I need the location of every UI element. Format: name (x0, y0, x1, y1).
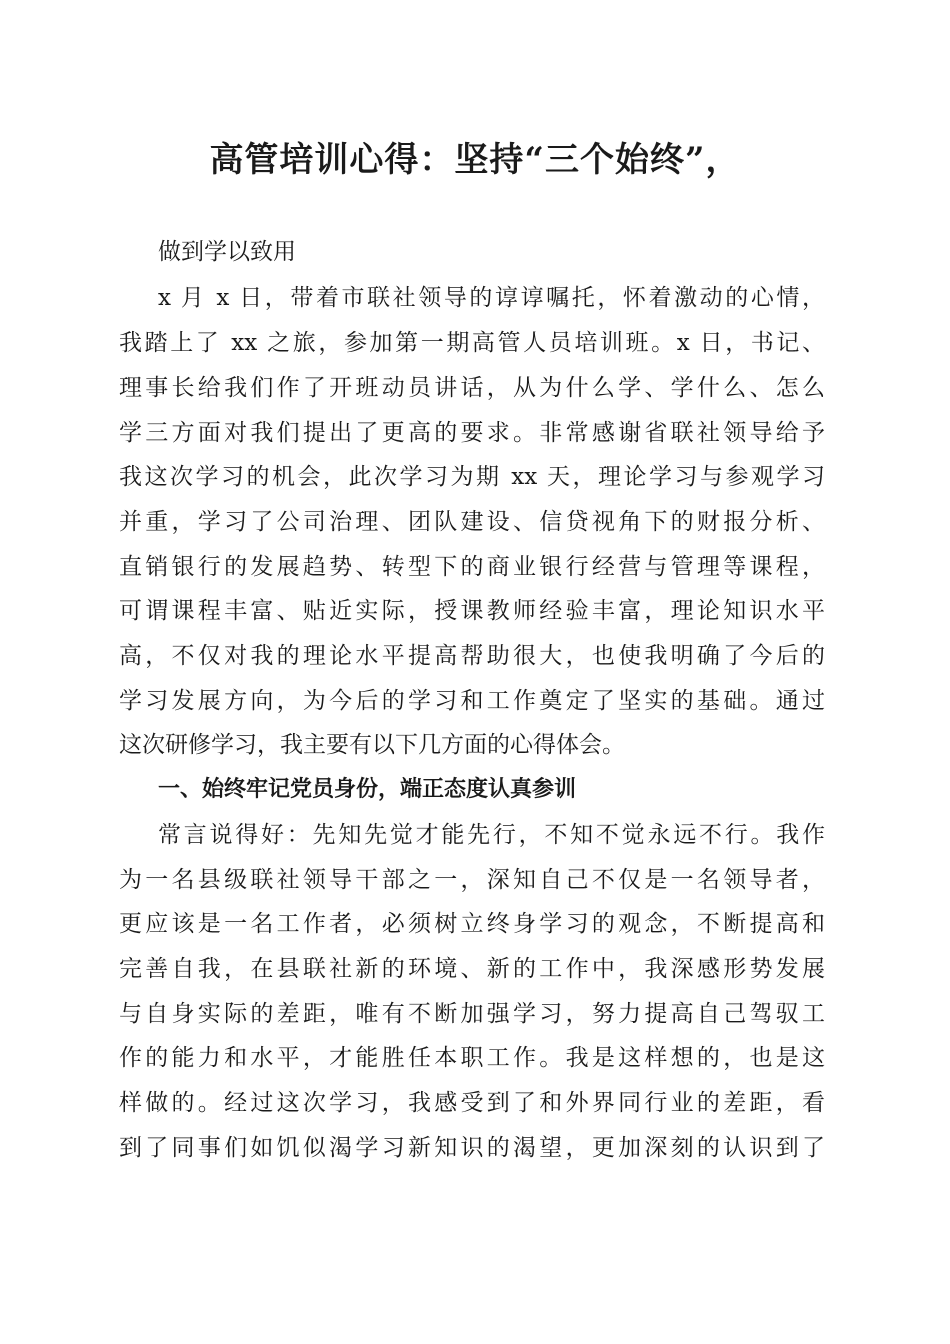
paragraph-line: 为一名县级联社领导干部之一，深知自己不仅是一名领导者， (119, 867, 825, 893)
paragraph-line: 到了同事们如饥似渴学习新知识的渴望，更加深刻的认识到了 (119, 1135, 825, 1161)
document-title: 高管培训心得：坚持“三个始终”， (209, 140, 741, 180)
paragraph-line: 我这次学习的机会，此次学习为期 xx 天，理论学习与参观学习 (119, 464, 825, 490)
paragraph-line: 这次研修学习，我主要有以下几方面的心得体会。 (119, 732, 625, 758)
paragraph-line: x 月 x 日，带着市联社领导的谆谆嘱托，怀着激动的心情， (158, 285, 825, 311)
paragraph-line: 学三方面对我们提出了更高的要求。非常感谢省联社领导给予 (119, 420, 825, 446)
paragraph-line: 更应该是一名工作者，必须树立终身学习的观念，不断提高和 (119, 911, 825, 937)
paragraph-line: 理事长给我们作了开班动员讲话，从为什么学、学什么、怎么 (119, 375, 825, 401)
paragraph-line: 并重，学习了公司治理、团队建设、信贷视角下的财报分析、 (119, 509, 825, 535)
paragraph-line: 作的能力和水平，才能胜任本职工作。我是这样想的，也是这 (119, 1045, 825, 1071)
paragraph-line: 常言说得好：先知先觉才能先行，不知不觉永远不行。我作 (158, 822, 825, 848)
paragraph-line: 高，不仅对我的理论水平提高帮助很大，也使我明确了今后的 (119, 643, 825, 669)
section-heading: 一、始终牢记党员身份，端正态度认真参训 (158, 777, 577, 802)
paragraph-line: 学习发展方向，为今后的学习和工作奠定了坚实的基础。通过 (119, 688, 825, 714)
paragraph-line: 完善自我，在县联社新的环境、新的工作中，我深感形势发展 (119, 956, 825, 982)
paragraph-line: 直销银行的发展趋势、转型下的商业银行经营与管理等课程， (119, 554, 825, 580)
paragraph-line: 我踏上了 xx 之旅，参加第一期高管人员培训班。x 日，书记、 (119, 330, 825, 356)
paragraph-line: 可谓课程丰富、贴近实际，授课教师经验丰富，理论知识水平 (119, 598, 825, 624)
paragraph-line: 与自身实际的差距，唯有不断加强学习，努力提高自己驾驭工 (119, 1001, 825, 1027)
document-subtitle: 做到学以致用 (158, 239, 296, 265)
paragraph-line: 样做的。经过这次学习，我感受到了和外界同行业的差距，看 (119, 1090, 825, 1116)
